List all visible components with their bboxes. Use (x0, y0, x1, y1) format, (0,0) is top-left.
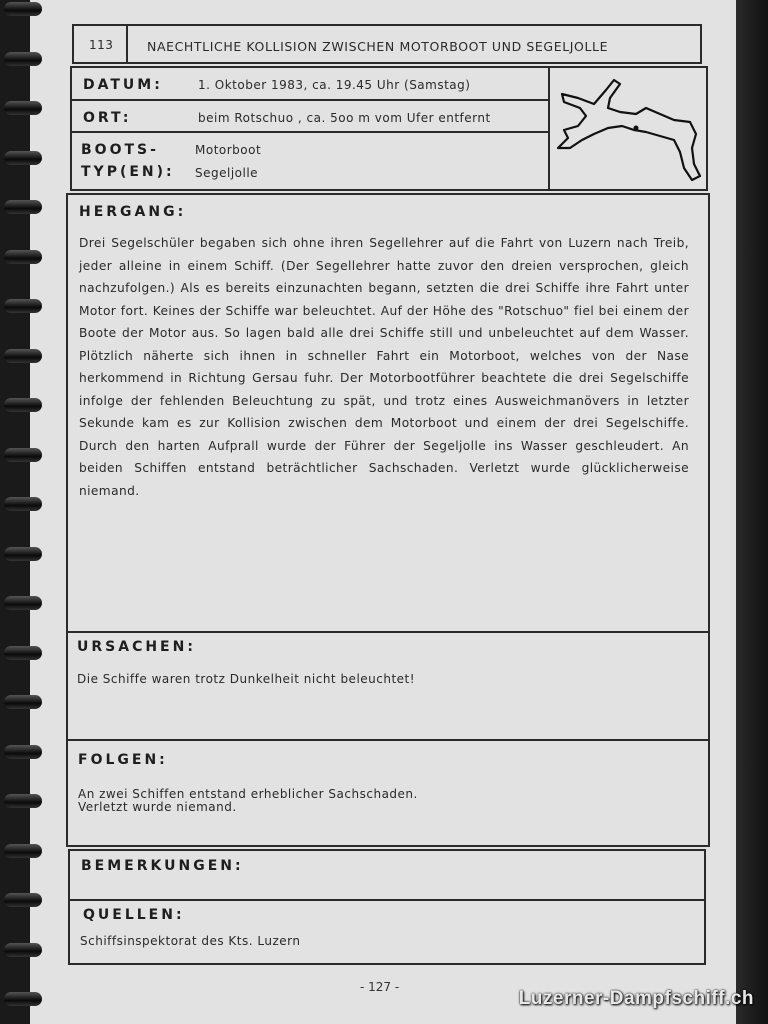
binding-ring (4, 844, 42, 858)
binding-ring (4, 349, 42, 363)
datum-value: 1. Oktober 1983, ca. 19.45 Uhr (Samstag) (198, 78, 471, 92)
binding-ring (4, 943, 42, 957)
binding-ring (4, 200, 42, 214)
info-divider-1 (70, 99, 550, 101)
binding-ring (4, 101, 42, 115)
binding-ring (4, 893, 42, 907)
watermark: Luzerner-Dampfschiff.ch (518, 988, 754, 1009)
folgen-label: FOLGEN: (78, 752, 168, 768)
folgen-text-line2: Verletzt wurde niemand. (78, 800, 237, 814)
binding-ring (4, 547, 42, 561)
bemerkungen-label: BEMERKUNGEN: (81, 858, 244, 874)
quellen-label: QUELLEN: (83, 907, 185, 923)
ursachen-label: URSACHEN: (77, 639, 196, 655)
binding-ring (4, 151, 42, 165)
bemerkungen-section (68, 849, 706, 901)
binding-ring (4, 992, 42, 1006)
spiral-binding (0, 0, 44, 1024)
background-edge (736, 0, 768, 1024)
binding-ring (4, 448, 42, 462)
binding-ring (4, 52, 42, 66)
binding-ring (4, 497, 42, 511)
binding-ring (4, 794, 42, 808)
bootstyp-value-1: Motorboot (195, 143, 262, 157)
folgen-text-line1: An zwei Schiffen entstand erheblicher Sachschaden. (78, 787, 418, 801)
ort-label: ORT: (83, 110, 132, 126)
binding-ring (4, 398, 42, 412)
bootstyp-label-2: TYP(EN): (81, 164, 175, 180)
bootstyp-value-2: Segeljolle (195, 166, 259, 180)
lake-lucerne-map-icon (550, 68, 706, 189)
page-number: - 127 - (360, 980, 400, 994)
hergang-label: HERGANG: (79, 204, 187, 220)
quellen-text: Schiffsinspektorat des Kts. Luzern (80, 934, 301, 948)
header-title: NAECHTLICHE KOLLISION ZWISCHEN MOTORBOOT UND SEGELJOLLE (147, 39, 609, 54)
binding-ring (4, 2, 42, 16)
binding-ring (4, 646, 42, 660)
binding-ring (4, 695, 42, 709)
datum-label: DATUM: (83, 77, 163, 93)
header-number: 113 (89, 38, 114, 52)
binding-ring (4, 299, 42, 313)
binding-ring (4, 596, 42, 610)
ursachen-text: Die Schiffe waren trotz Dunkelheit nicht beleuchtet! (77, 672, 416, 686)
hergang-text: Drei Segelschüler begaben sich ohne ihren Segellehrer auf die Fahrt von Luzern nach Treib, jeder alleine in einem Schiff. (Der Segellehrer hatte zuvor den dreien versprochen, gleich nachzufolgen.) Als es bereits einzunachten begann, setzten die drei Schiffe ihre Fahrt unter Motor fort. Keines der Schiffe war beleuchtet. Auf der Höhe des "Rotschuo" fiel bei einem der Boote der Motor aus. So lagen bald alle drei Schiffe still und unbeleuchtet auf dem Wasser. Plötzlich näherte sich ihnen in schneller Fahrt ein Motorboot, welches von der Nase herkommend in Richtung Gersau fuhr. Der Motorbootführer beachtete die drei Segelschiffe infolge der fehlenden Beleuchtung zu spät, und trotz eines Ausweichmanövers in letzter Sekunde kam es zur Kollision zwischen dem Motorboot und einem der drei Segelschiffe. Durch den harten Aufprall wurde der Führer der Segeljolle ins Wasser geschleudert. An beiden Schiffen entstand beträchtlicher Sachschaden. Verletzt wurde glücklicherweise niemand. (79, 236, 689, 498)
info-divider-2 (70, 131, 550, 133)
binding-ring (4, 250, 42, 264)
binding-ring (4, 745, 42, 759)
bootstyp-label-1: BOOTS- (81, 142, 159, 158)
ort-value: beim Rotschuo , ca. 5oo m vom Ufer entfernt (198, 111, 491, 125)
